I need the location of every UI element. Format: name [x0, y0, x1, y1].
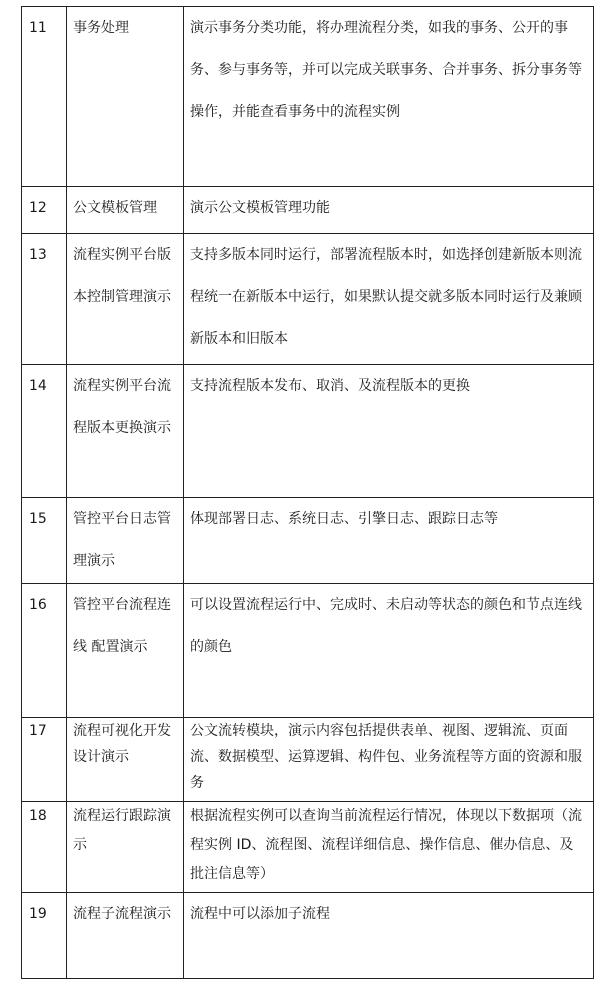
table-row [22, 718, 594, 802]
table-row [22, 365, 594, 498]
feature-description: 演示公文模板管理功能 [184, 187, 594, 234]
feature-name: 公文模板管理 [67, 187, 184, 234]
row-number: 14 [22, 365, 67, 498]
table-row [22, 584, 594, 718]
table-row [22, 802, 594, 893]
table-row [22, 234, 594, 365]
row-number: 11 [22, 7, 67, 187]
feature-name: 流程运行跟踪演示 [67, 802, 184, 893]
table-row [22, 498, 594, 584]
table-row [22, 893, 594, 979]
feature-name: 流程子流程演示 [67, 893, 184, 979]
feature-name: 事务处理 [67, 7, 184, 187]
feature-table [21, 6, 594, 979]
feature-name: 流程可视化开发设计演示 [67, 718, 184, 802]
feature-description: 流程中可以添加子流程 [184, 893, 594, 979]
table-row [22, 187, 594, 234]
feature-description: 根据流程实例可以查询当前流程运行情况，体现以下数据项（流程实例 ID、流程图、流程详细信息、操作信息、催办信息、及批注信息等） [184, 802, 594, 893]
row-number: 15 [22, 498, 67, 584]
row-number: 13 [22, 234, 67, 365]
feature-description: 支持多版本同时运行，部署流程版本时，如选择创建新版本则流程统一在新版本中运行，如果默认提交就多版本同时运行及兼顾新版本和旧版本 [184, 234, 594, 365]
feature-name: 管控平台日志管理演示 [67, 498, 184, 584]
row-number: 17 [22, 718, 67, 802]
feature-description: 体现部署日志、系统日志、引擎日志、跟踪日志等 [184, 498, 594, 584]
feature-description: 支持流程版本发布、取消、及流程版本的更换 [184, 365, 594, 498]
feature-name: 流程实例平台流程版本更换演示 [67, 365, 184, 498]
feature-description: 公文流转模块，演示内容包括提供表单、视图、逻辑流、页面流、数据模型、运算逻辑、构件包、业务流程等方面的资源和服务 [184, 718, 594, 802]
row-number: 12 [22, 187, 67, 234]
feature-name: 流程实例平台版本控制管理演示 [67, 234, 184, 365]
row-number: 19 [22, 893, 67, 979]
table-row [22, 7, 594, 187]
feature-description: 可以设置流程运行中、完成时、未启动等状态的颜色和节点连线的颜色 [184, 584, 594, 718]
row-number: 18 [22, 802, 67, 893]
feature-description: 演示事务分类功能，将办理流程分类，如我的事务、公开的事务、参与事务等，并可以完成关联事务、合并事务、拆分事务等操作，并能查看事务中的流程实例 [184, 7, 594, 187]
feature-name: 管控平台流程连线 配置演示 [67, 584, 184, 718]
row-number: 16 [22, 584, 67, 718]
